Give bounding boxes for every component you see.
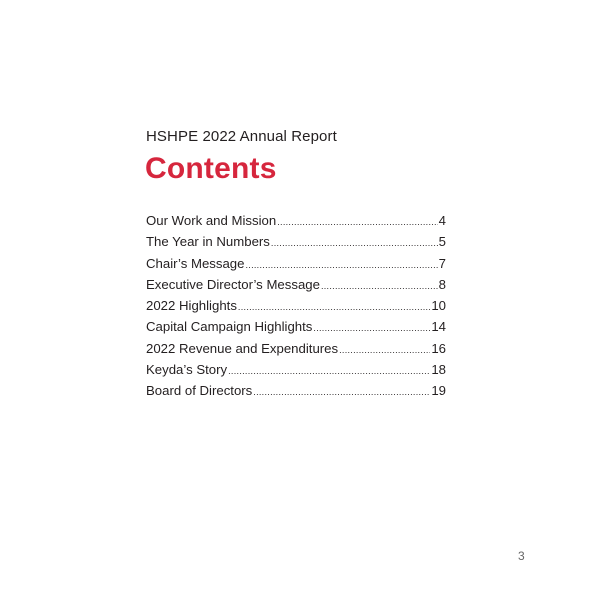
- toc-entry-title: Capital Campaign Highlights: [146, 319, 313, 335]
- toc-dot-leader: [339, 345, 430, 355]
- page-number: 3: [518, 549, 525, 563]
- toc-entry-title: 2022 Highlights: [146, 298, 237, 314]
- toc-dot-leader: [238, 302, 430, 312]
- toc-dot-leader: [245, 260, 437, 270]
- toc-dot-leader: [321, 281, 438, 291]
- toc-entry-page: 8: [438, 276, 446, 292]
- toc-entry-title: Keyda’s Story: [146, 362, 228, 378]
- report-title: HSHPE 2022 Annual Report: [146, 128, 337, 145]
- toc-dot-leader: [271, 238, 438, 248]
- toc-entry-keydas-story[interactable]: [146, 362, 446, 383]
- toc-entry-executive-directors-message[interactable]: [146, 277, 446, 298]
- toc-entry-title: Executive Director’s Message: [146, 276, 320, 292]
- toc-entry-page: 7: [438, 255, 446, 271]
- toc-dot-leader: [277, 217, 437, 227]
- toc-dot-leader: [253, 387, 430, 397]
- toc-entry-page: 14: [431, 319, 446, 335]
- toc-entry-page: 5: [438, 234, 446, 250]
- toc-entry-revenue-and-expenditures[interactable]: [146, 341, 446, 362]
- toc-entry-page: 19: [431, 383, 446, 399]
- toc-entry-title: 2022 Revenue and Expenditures: [146, 340, 339, 356]
- toc-dot-leader: [228, 366, 430, 376]
- toc-entry-page: 10: [431, 298, 446, 314]
- toc-entry-page: 18: [431, 362, 446, 378]
- toc-entry-board-of-directors[interactable]: [146, 383, 446, 404]
- toc-entry-capital-campaign-highlights[interactable]: [146, 319, 446, 340]
- contents-heading: Contents: [145, 152, 277, 185]
- toc-entry-title: The Year in Numbers: [146, 234, 270, 250]
- toc-entry-year-in-numbers[interactable]: [146, 234, 446, 255]
- table-of-contents: [146, 213, 446, 405]
- toc-entry-chairs-message[interactable]: [146, 256, 446, 277]
- toc-entry-page: 16: [431, 340, 446, 356]
- toc-entry-title: Board of Directors: [146, 383, 253, 399]
- toc-entry-our-work-and-mission[interactable]: [146, 213, 446, 234]
- toc-entry-title: Our Work and Mission: [146, 213, 277, 228]
- toc-dot-leader: [313, 323, 430, 333]
- toc-entry-title: Chair’s Message: [146, 255, 245, 271]
- toc-entry-2022-highlights[interactable]: [146, 298, 446, 319]
- toc-entry-page: 4: [438, 213, 446, 228]
